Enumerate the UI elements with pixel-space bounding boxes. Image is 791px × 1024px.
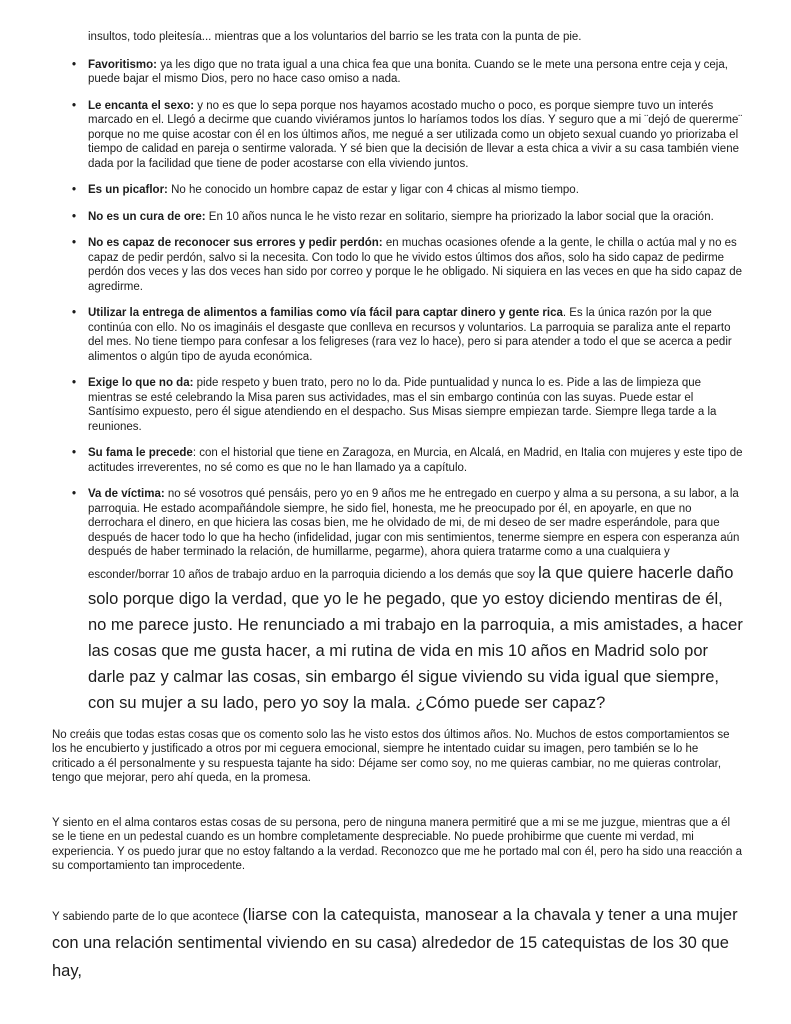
bullet-title: Exige lo que no da: — [88, 377, 194, 389]
bullet-title: Le encanta el sexo: — [88, 99, 195, 112]
bullet-title: Utilizar la entrega de alimentos a familias como vía fácil para captar dinero y gente rica — [88, 307, 563, 319]
list-item-le-encanta-el-sexo — [52, 99, 743, 172]
list-item-favoritismo — [52, 58, 743, 87]
list-item-va-de-victima — [52, 487, 743, 716]
bullet-title: No es capaz de reconocer sus errores y pedir perdón: — [88, 237, 383, 249]
bullet-body: No he conocido un hombre capaz de estar y ligar con 4 chicas al mismo tiempo. — [167, 184, 579, 196]
bullet-title: Favoritismo: — [88, 58, 158, 71]
paragraph-no-creais: No creáis que todas estas cosas que os comento solo las he visto estos dos últimos años. No. Muchos de estos comportamientos se los he encubierto y justificado a otros por mi ceguera emocional, siempre he intentado cuidar su imagen, pero también se lo he criticado a él personalmente y su respuesta tajante ha sido: Déjame ser como soy, no me quieras cambiar, no me quieras controlar, tengo que mejorar, pero ahí queda, en la promesa. — [52, 728, 730, 784]
bullet-title: Va de víctima: — [88, 488, 165, 500]
list-item-exige-lo-que-no-da — [52, 376, 743, 434]
intro-fragment: insultos, todo pleitesía... mientras que a los voluntarios del barrio se les trata con la punta de pie. — [88, 31, 582, 43]
bullet-body: : con el historial que tiene en Zaragoza, en Murcia, en Alcalá, en Madrid, en Italia con mujeres y este tipo de actitudes irreverentes, no sé como es que no le han llamado ya a capítulo. — [88, 447, 743, 474]
bullet-title: Su fama le precede — [88, 447, 193, 459]
bullet-body-large: la que quiere hacerle daño solo porque digo la verdad, que yo le he pegado, que yo estoy diciendo mentiras de él, no me parece justo. He renunciado a mi trabajo en la parroquia, a mis amistades, a hacer las cosas que me gusta hacer, a mi rutina de vida en mis 10 años en Madrid solo por darle paz y calmar las cosas, sin embargo él sigue viviendo su vida igual que siempre, con su mujer a su lado, pero yo soy la mala. ¿Cómo puede ser capaz? — [88, 563, 743, 712]
bullet-title: Es un picaflor: — [88, 184, 168, 196]
bullet-body: no sé vosotros qué pensáis, pero yo en 9 años me he entregado en cuerpo y alma a su persona, a su labor, a la parroquia. He estado acompañándole siempre, he sido fiel, honesta, me he preocupado por él, en apoyarle, en que no derrochara el dinero, en que hiciera las cosas bien, me he olvidado de mi, de mi deseo de ser madre esperándole, para que después de hacer todo lo que ha hecho (infidelidad, jugar con mis sentimientos, tenerme siempre en espera con esperanza aún después de haber terminado la relación, de humillarme, pegarme), ahora quiera tratarme como a una cualquiera y esconder/borrar 10 años de trabajo arduo en la parroquia diciendo a los demás que soy — [88, 488, 740, 581]
bullet-body: y no es que lo sepa porque nos hayamos acostado mucho o poco, es porque siempre tuvo un interés marcado en el. Llegó a decirme que cuando viviéramos juntos lo haríamos todos los días. Y seguro que a mi ¨dejó de quererme¨ porque no me quise acostar con él en los últimos años, me negué a ser utilizada como un objeto sexual cuando yo priorizaba el tiempo de calidad en pareja o sentirme valorada. Y sé bien que la decisión de llevar a esta chica a vivir a su casa también viene dada por la facilidad que tiene de poder acostarse con ella viviendo juntos. — [88, 99, 743, 170]
bullet-title: No es un cura de ore: — [88, 210, 206, 223]
list-item-no-es-un-cura-de-ore — [52, 210, 743, 225]
list-item-entrega-de-alimentos — [52, 306, 743, 364]
bullet-list — [52, 58, 743, 716]
bullet-body: . Es la única razón por la que continúa con ello. No os imagináis el desgaste que conlleva en recursos y voluntarios. La parroquia se paraliza ante el reparto del mes. No tiene tiempo para confesar a los feligreses (rara vez lo hace), pero si para atender a todo el que se acerca a pedir alimentos o algún tipo de ayuda económica. — [88, 307, 732, 363]
list-item-no-reconoce-errores — [52, 236, 743, 294]
bullet-body: ya les digo que no trata igual a una chica fea que una bonita. Cuando se le mete una persona entre ceja y ceja, puede bajar el mismo Dios, pero no hace caso omiso a nada. — [88, 58, 728, 85]
paragraph-y-siento: Y siento en el alma contaros estas cosas de su persona, pero de ninguna manera permitiré que a mi se me juzgue, mientras que a él se le tiene en un pedestal cuando es un hombre completamente despreciable. No puede prohibirme que cuente mi verdad, mi experiencia. Y os puedo jurar que no estoy faltando a la verdad. Reconozco que me he portado mal con él, pero ha sido una reacción a su comportamiento tan improcedente. — [52, 816, 743, 872]
bullet-body: pide respeto y buen trato, pero no lo da. Pide puntualidad y nunca lo es. Pide a las de limpieza que mientras se esté celebrando la Misa paren sus actividades, mas el sin embargo continúa con las suyas. Puede estar el Santísimo expuesto, pero él sigue atendiendo en el despacho. Sus Misas siempre empiezan tarde. Siempre llega tarde a la reuniones. — [88, 377, 717, 433]
paragraph-lead: Y sabiendo parte de lo que acontece — [52, 910, 243, 923]
bullet-body: en muchas ocasiones ofende a la gente, le chilla o actúa mal y no es capaz de pedir perdón, salvo si la necesita. Con todo lo que he vivido estos últimos dos años, solo ha sido capaz de pedirme perdón dos veces y las dos veces han sido por correo y porque le he obligado. Ni siquiera en las veces en que ha sido capaz de agredirme. — [88, 237, 742, 293]
list-item-es-un-picaflor — [52, 183, 743, 198]
paragraph-y-sabiendo — [52, 902, 743, 986]
paragraph-large: (liarse con la catequista, manosear a la chavala y tener a una mujer con una relación sentimental viviendo en su casa) alrededor de 15 catequistas de los 30 que hay, — [52, 905, 738, 980]
list-item-su-fama-le-precede — [52, 446, 743, 475]
bullet-body: En 10 años nunca le he visto rezar en solitario, siempre ha priorizado la labor social que la oración. — [205, 210, 714, 223]
